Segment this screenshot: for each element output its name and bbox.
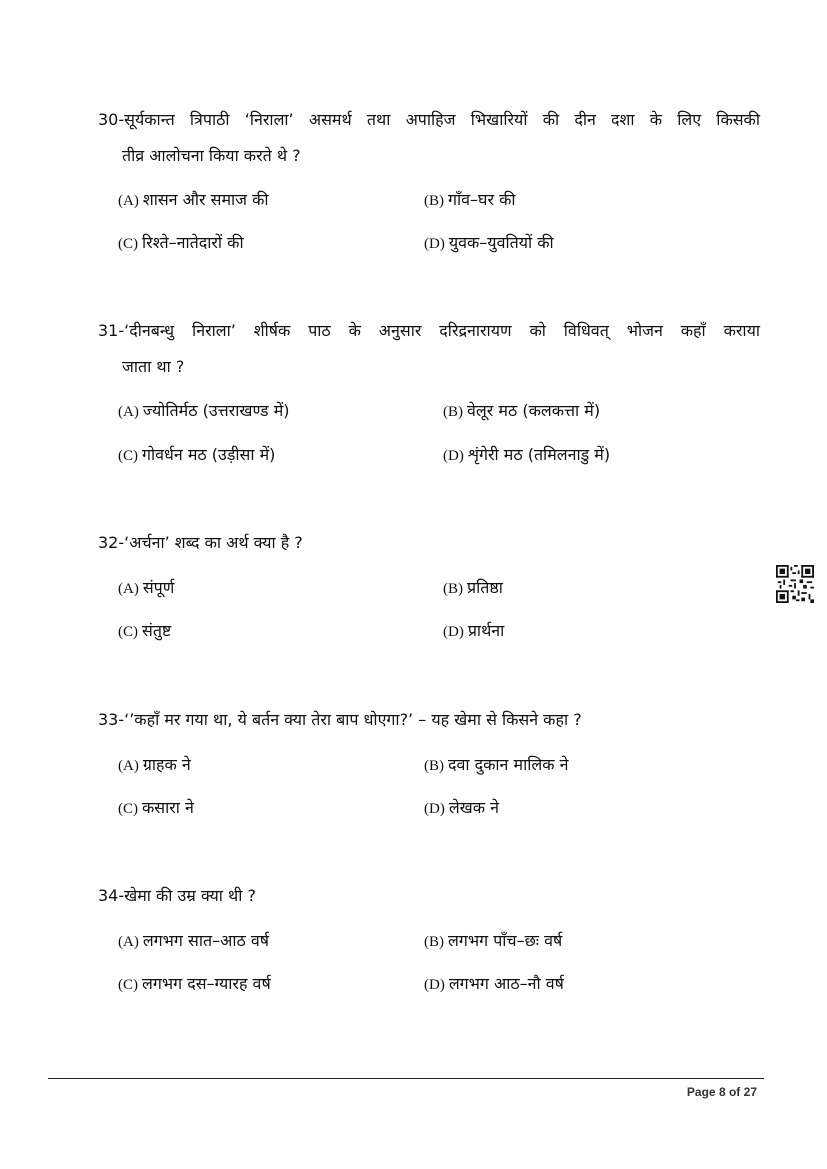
question-text-continued: तीव्र आलोचना किया करते थे ? [122, 146, 301, 165]
option-text: कसारा ने [142, 798, 194, 817]
option-label: (A) [118, 934, 139, 950]
option-label: (C) [118, 801, 138, 817]
page-word: Page [686, 1085, 716, 1099]
option-label: (A) [118, 404, 139, 420]
option-b [424, 929, 562, 951]
question-text: 30-सूर्यकान्त त्रिपाठी ‘निराला’ असमर्थ तथा अपाहिज भिखारियों की दीन दशा के लिए किसकी [98, 110, 760, 129]
option-b [443, 576, 503, 598]
question-text: 31-‘दीनबन्धु निराला’ शीर्षक पाठ के अनुसार दरिद्रनारायण को विधिवत् भोजन कहाँ कराया [98, 321, 760, 340]
option-label: (D) [443, 624, 464, 640]
option-text: लेखक ने [448, 798, 500, 817]
option-c [118, 231, 244, 253]
option-d [424, 231, 554, 253]
question-34 [98, 878, 760, 914]
option-label: (B) [443, 581, 463, 597]
option-label: (C) [118, 624, 138, 640]
option-text: ज्योतिर्मठ (उत्तराखण्ड में) [142, 401, 290, 420]
option-label: (A) [118, 193, 139, 209]
question-text: 32-‘अर्चना’ शब्द का अर्थ क्या है ? [98, 533, 303, 552]
option-label: (D) [424, 977, 445, 993]
option-text: प्रतिष्ठा [467, 578, 503, 597]
option-label: (A) [118, 758, 139, 774]
option-b [424, 753, 568, 775]
question-text: 33-‘’कहाँ मर गया था, ये बर्तन क्या तेरा बाप धोएगा?’ – यह खेमा से किसने कहा ? [98, 710, 582, 729]
option-label: (B) [424, 758, 444, 774]
option-text: वेलूर मठ (कलकत्ता में) [467, 401, 601, 420]
current-page: 8 [718, 1085, 726, 1099]
option-b [424, 188, 516, 210]
option-text: गोवर्धन मठ (उड़ीसा में) [142, 445, 276, 464]
question-31 [98, 313, 760, 385]
option-label: (C) [118, 977, 138, 993]
option-text: प्रार्थना [467, 621, 505, 640]
question-33 [98, 702, 760, 738]
option-label: (B) [443, 404, 463, 420]
question-text: 34-खेमा की उम्र क्या थी ? [98, 886, 256, 905]
option-label: (A) [118, 581, 139, 597]
option-text: संपूर्ण [142, 578, 175, 597]
option-label: (D) [443, 448, 464, 464]
option-label: (D) [424, 801, 445, 817]
option-d [424, 796, 499, 818]
option-text: गाँव–घर की [448, 190, 516, 209]
option-label: (C) [118, 236, 138, 252]
option-text: युवक–युवतियों की [448, 233, 554, 252]
option-d [424, 972, 564, 994]
option-text: शृंगेरी मठ (तमिलनाडु में) [467, 445, 611, 464]
option-label: (B) [424, 934, 444, 950]
option-text: लगभग दस–ग्यारह वर्ष [142, 974, 271, 993]
question-text-continued: जाता था ? [122, 357, 185, 376]
footer-divider [48, 1078, 764, 1079]
option-text: शासन और समाज की [142, 190, 269, 209]
option-label: (C) [118, 448, 138, 464]
option-c [118, 796, 194, 818]
option-c [118, 972, 271, 994]
option-c [118, 443, 275, 465]
question-30 [98, 102, 760, 174]
option-d [443, 443, 610, 465]
option-label: (D) [424, 236, 445, 252]
option-text: ग्राहक ने [142, 755, 191, 774]
option-a [118, 188, 269, 210]
option-text: दवा दुकान मालिक ने [448, 755, 569, 774]
option-a [118, 929, 269, 951]
total-pages: 27 [743, 1085, 757, 1099]
option-text: लगभग सात–आठ वर्ष [142, 931, 269, 950]
page-number-footer [687, 1085, 757, 1099]
of-word: of [728, 1085, 741, 1099]
option-a [118, 576, 174, 598]
question-32 [98, 525, 760, 561]
option-text: संतुष्ट [142, 621, 172, 640]
qr-code-image [776, 565, 814, 603]
option-a [118, 753, 191, 775]
option-text: लगभग आठ–नौ वर्ष [448, 974, 564, 993]
option-b [443, 399, 600, 421]
option-label: (B) [424, 193, 444, 209]
option-text: रिश्ते–नातेदारों की [142, 233, 244, 252]
option-text: लगभग पाँच–छः वर्ष [448, 931, 563, 950]
option-d [443, 619, 504, 641]
option-c [118, 619, 171, 641]
option-a [118, 399, 290, 421]
